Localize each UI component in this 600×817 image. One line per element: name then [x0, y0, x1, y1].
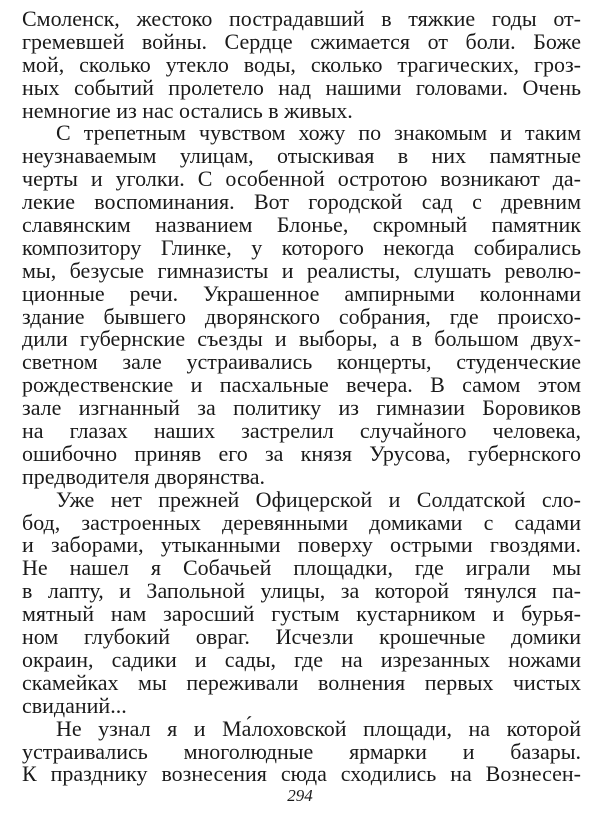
text-line: свиданий...	[22, 692, 127, 718]
text-line: светном зале устраивались концерты, студенческие	[22, 349, 581, 375]
text-line: ошибочно приняв его за князя Урусова, губернского	[22, 440, 581, 466]
text-line: скамейках мы переживали волнения первых чистых	[22, 669, 581, 695]
text-line: Уже нет прежней Офицерской и Солдатской сло-	[56, 486, 581, 512]
text-line: на глазах наших застрелил случайного человека,	[22, 418, 581, 444]
text-line: мы, безусые гимназисты и реалисты, слушать револю-	[22, 257, 581, 283]
text-line: окраин, садики и сады, где на изрезанных ножами	[22, 646, 581, 672]
text-line: Не узнал я и Ма́лоховской площади, на которой	[56, 715, 581, 741]
paragraph	[22, 8, 581, 122]
text-line: К празднику вознесения сюда сходились на Вознесен-	[22, 761, 581, 787]
text-line: рождественские и пасхальные вечера. В самом этом	[22, 372, 581, 398]
page-number: 294	[287, 786, 313, 805]
text-line: дили губернские съезды и выборы, а в большом двух-	[22, 326, 581, 352]
text-line: композитору Глинке, у которого некогда собирались	[22, 234, 581, 260]
text-line: и заборами, утыканными поверху острыми гвоздями.	[22, 532, 581, 558]
text-line: Смоленск, жестоко пострадавший в тяжкие годы от-	[22, 6, 581, 31]
text-line: немногие из нас остались в живых.	[22, 97, 353, 123]
text-line: предводителя дворянства.	[22, 463, 266, 489]
paragraph	[22, 122, 581, 488]
text-line: черты и уголки. С особенной остротою возникают да-	[22, 166, 581, 192]
text-line: здание бывшего дворянского собрания, где происхо-	[22, 303, 581, 329]
text-line: мой, сколько утекло воды, сколько трагических, гроз-	[22, 51, 581, 77]
paragraph	[22, 715, 581, 787]
text-line: в лапту, и Запольной улицы, за которой тянулся па-	[22, 578, 581, 604]
text-line: ных событий пролетело над нашими головами. Очень	[22, 74, 581, 100]
text-line: гремевшей войны. Сердце сжимается от боли. Боже	[22, 28, 581, 54]
text-line: лекие воспоминания. Вот городской сад с древним	[22, 189, 581, 215]
text-line: славянским названием Блонье, скромный памятник	[22, 212, 581, 238]
text-line: устраивались многолюдные ярмарки и базары.	[22, 738, 581, 764]
text-line: С трепетным чувством хожу по знакомым и таким	[56, 120, 581, 146]
body-text	[22, 8, 581, 786]
paragraph	[22, 486, 581, 718]
text-line: зале изгнанный за политику из гимназии Боровиков	[22, 395, 581, 421]
text-line: ционные речи. Украшенное ампирными колоннами	[22, 280, 581, 306]
text-line: Не нашел я Собачьей площадки, где играли мы	[22, 555, 581, 581]
text-line: ном глубокий овраг. Исчезли крошечные домики	[22, 624, 581, 650]
text-line: неузнаваемым улицам, отыскивая в них памятные	[22, 143, 581, 169]
text-line: мятный нам заросший густым кустарником и бурья-	[22, 601, 581, 627]
text-line: бод, застроенных деревянными домиками с садами	[22, 509, 581, 535]
